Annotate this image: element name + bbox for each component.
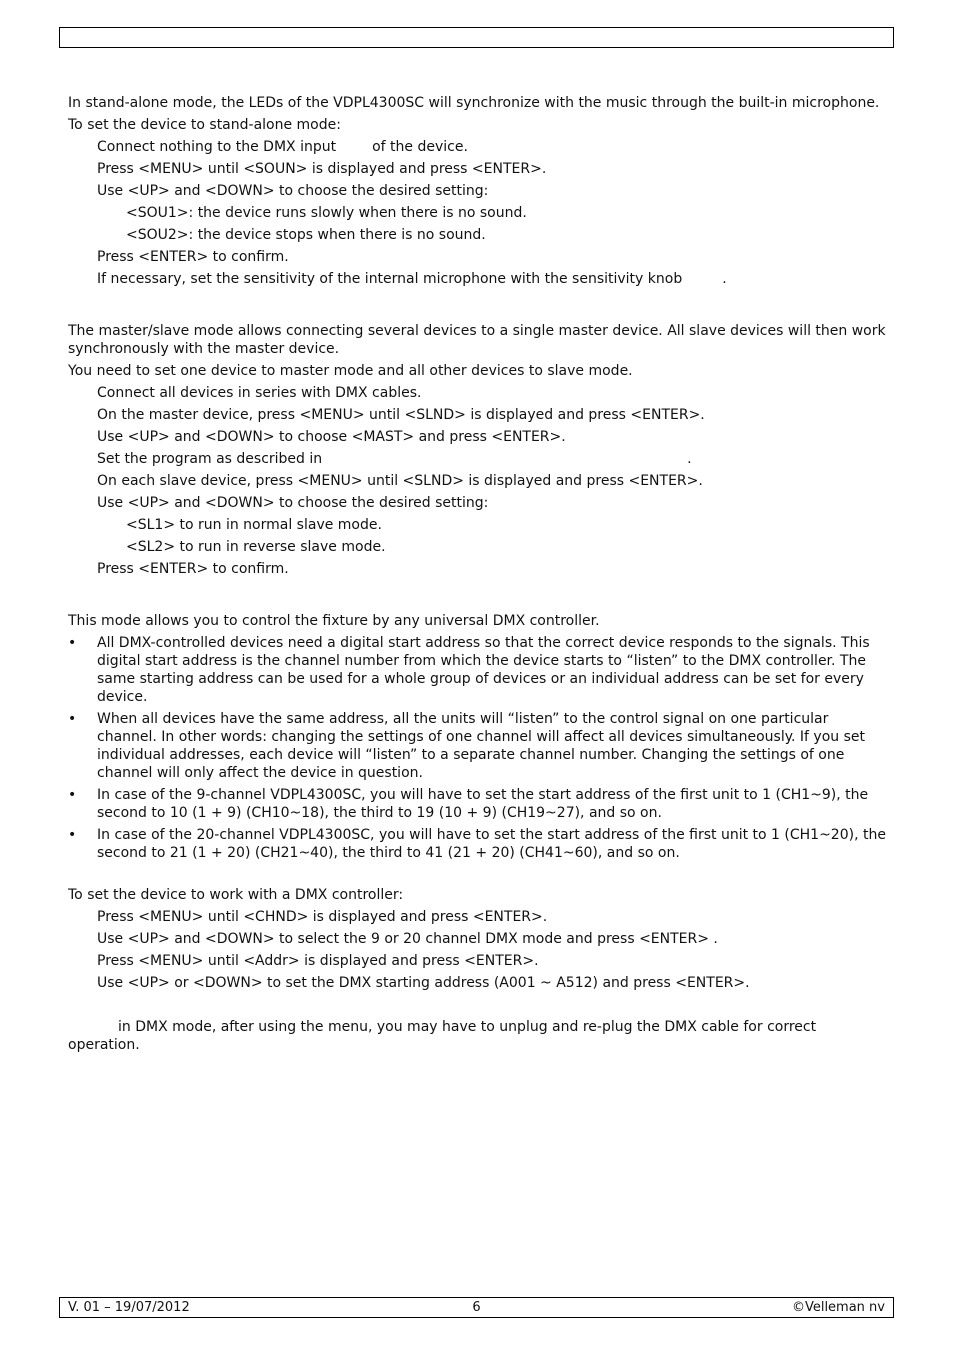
footer-page-number: 6: [472, 1300, 481, 1315]
bullet-dot: •: [68, 711, 77, 727]
dmx-lead: To set the device to work with a DMX controller:: [68, 887, 404, 903]
masterslave-step-1: Connect all devices in series with DMX cables.: [97, 385, 422, 401]
standalone-step-5: If necessary, set the sensitivity of the internal microphone with the sensitivity knob .: [97, 271, 727, 287]
standalone-intro: In stand-alone mode, the LEDs of the VDPL4300SC will synchronize with the music through the built-in microphone.: [68, 95, 880, 111]
masterslave-intro: The master/slave mode allows connecting several devices to a single master device. All slave devices will then work synchronously with the master device.: [68, 323, 886, 357]
page-footer: [59, 1297, 894, 1318]
dmx-step-4: Use <UP> or <DOWN> to set the DMX starting address (A001 ~ A512) and press <ENTER>.: [97, 975, 750, 991]
standalone-step-1: Connect nothing to the DMX input of the device.: [97, 139, 468, 155]
bullet-dot: •: [68, 787, 77, 803]
masterslave-option-sl1: <SL1> to run in normal slave mode.: [126, 517, 382, 533]
standalone-option-sou2: <SOU2>: the device stops when there is no sound.: [126, 227, 486, 243]
bullet-dot: •: [68, 827, 77, 843]
dmx-step-3: Press <MENU> until <Addr> is displayed and press <ENTER>.: [97, 953, 539, 969]
masterslave-step-6: Use <UP> and <DOWN> to choose the desired setting:: [97, 495, 489, 511]
standalone-step-3: Use <UP> and <DOWN> to choose the desired setting:: [97, 183, 489, 199]
dmx-intro: This mode allows you to control the fixture by any universal DMX controller.: [68, 613, 600, 629]
masterslave-lead: You need to set one device to master mode and all other devices to slave mode.: [68, 363, 633, 379]
standalone-step-4: Press <ENTER> to confirm.: [97, 249, 289, 265]
page-header-box: [59, 27, 894, 48]
bullet-dot: •: [68, 635, 77, 651]
standalone-option-sou1: <SOU1>: the device runs slowly when there is no sound.: [126, 205, 527, 221]
masterslave-step-5: On each slave device, press <MENU> until <SLND> is displayed and press <ENTER>.: [97, 473, 703, 489]
standalone-lead: To set the device to stand-alone mode:: [68, 117, 341, 133]
footer-version: V. 01 – 19/07/2012: [68, 1300, 190, 1315]
masterslave-step-7: Press <ENTER> to confirm.: [97, 561, 289, 577]
dmx-step-1: Press <MENU> until <CHND> is displayed and press <ENTER>.: [97, 909, 548, 925]
standalone-step-2: Press <MENU> until <SOUN> is displayed and press <ENTER>.: [97, 161, 547, 177]
page-content: [68, 94, 886, 1058]
dmx-bullet-1: • All DMX-controlled devices need a digital start address so that the correct device responds to the signals. This digital start address is the channel number from which the device starts to “listen” to the DMX controller. The same starting address can be used for a whole group of devices or an individual address can be set for every device.: [68, 635, 870, 705]
dmx-bullet-3: • In case of the 9-channel VDPL4300SC, you will have to set the start address of the first unit to 1 (CH1~9), the second to 10 (1 + 9) (CH10~18), the third to 19 (10 + 9) (CH19~27), and so on.: [68, 787, 869, 821]
masterslave-step-3: Use <UP> and <DOWN> to choose <MAST> and press <ENTER>.: [97, 429, 566, 445]
masterslave-option-sl2: <SL2> to run in reverse slave mode.: [126, 539, 386, 555]
masterslave-step-2: On the master device, press <MENU> until <SLND> is displayed and press <ENTER>.: [97, 407, 705, 423]
dmx-bullet-2: • When all devices have the same address, all the units will “listen” to the control signal on one particular channel. In other words: changing the settings of one channel will affect all devices simultaneously. If you set individual addresses, each device will “listen” to a separate channel number. Changing the settings of one channel will only affect the device in question.: [68, 711, 865, 781]
footer-copyright: ©Velleman nv: [791, 1300, 885, 1315]
dmx-note: in DMX mode, after using the menu, you may have to unplug and re-plug the DMX cable for correct operation.: [68, 1019, 817, 1053]
masterslave-step-4: Set the program as described in .: [97, 451, 692, 467]
dmx-step-2: Use <UP> and <DOWN> to select the 9 or 20 channel DMX mode and press <ENTER> .: [97, 931, 718, 947]
dmx-bullet-4: • In case of the 20-channel VDPL4300SC, you will have to set the start address of the first unit to 1 (CH1~20), the second to 21 (1 + 20) (CH21~40), the third to 41 (21 + 20) (CH41~60), and so on.: [68, 827, 886, 861]
